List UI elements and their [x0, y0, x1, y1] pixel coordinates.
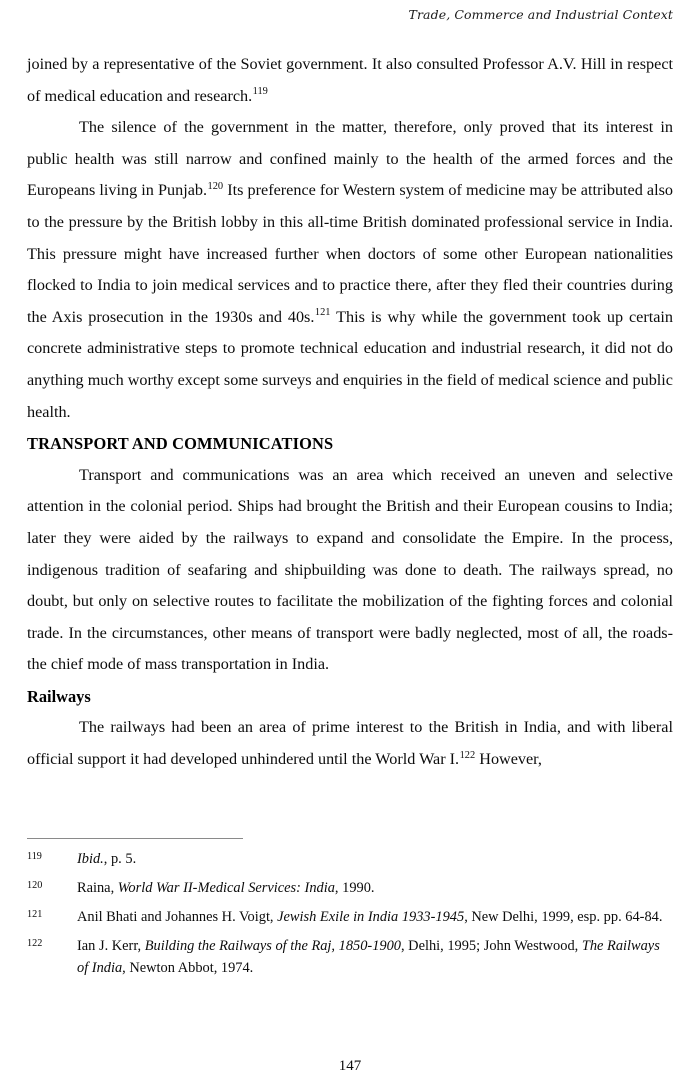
paragraph-2-text-c: This is why while the government took up certain concrete administrative steps to promote technical education and industrial research, it did not do anything much worthy except some surveys and enquiries in the field of medical science and public health. [27, 307, 673, 421]
footnote-separator-rule [27, 838, 243, 839]
paragraph-4-text-a: The railways had been an area of prime interest to the British in India, and with liberal official support it had developed unhindered until the World War I. [27, 718, 673, 769]
footnote-ref-122[interactable]: 122 [459, 749, 476, 761]
footnote-text [77, 880, 375, 896]
paragraph-silence-of-government [27, 112, 673, 428]
footnote-number: 122 [27, 938, 43, 949]
footnote-entry [27, 936, 673, 979]
footnote-text-run: , Delhi, 1995; John Westwood, [400, 938, 582, 954]
footnote-text-run: , p. 5. [103, 851, 137, 867]
footnote-number: 121 [27, 909, 43, 920]
paragraph-2-text-a: The silence of the government in the matter, therefore, only proved that its interest in public health was still narrow and confined mainly to the health of the armed forces and the Europeans living in Punjab. [27, 118, 673, 200]
section-heading-transport-and-communications: TRANSPORT AND COMMUNICATIONS [27, 434, 334, 454]
footnote-list [27, 849, 673, 979]
paragraph-railways-intro [27, 712, 673, 775]
footnote-text-run: , New Delhi, 1999, esp. pp. 64-84. [464, 909, 663, 925]
footnote-title-italic: Building the Railways of the Raj, 1850-1900 [144, 938, 401, 954]
footnote-text-run: , 1990. [334, 880, 375, 896]
footnote-title-italic: Jewish Exile in India 1933-1945 [277, 909, 465, 925]
footnote-entry [27, 878, 673, 900]
footnote-title-italic: Ibid. [77, 851, 104, 867]
body-text-block [27, 49, 673, 776]
subheading-railways: Railways [27, 686, 91, 706]
footnote-entry [27, 907, 673, 929]
footnote-ref-120[interactable]: 120 [207, 180, 224, 192]
footnote-text [77, 938, 660, 976]
footnote-entry [27, 849, 673, 871]
footnote-ref-119[interactable]: 119 [252, 86, 268, 98]
footnote-text [77, 851, 136, 867]
footnote-text [77, 909, 662, 925]
paragraph-4-text-b: However, [475, 750, 542, 769]
footnote-section [27, 838, 673, 987]
footnote-number: 119 [27, 851, 42, 862]
page-number-folio: 147 [338, 1058, 362, 1074]
paragraph-transport-overview: Transport and communications was an area which received an uneven and selective attention in the colonial period. Ships had brought the British and their European cousins to India; later they were aided by the railways to expand and consolidate the Empire. In the process, indigenous tradition of seafaring and shipbuilding was done to death. The railways spread, no doubt, but only on selective routes to facilitate the mobilization of the fighting forces and colonial trade. In the circumstances, other means of transport were badly neglected, most of all, the roads-the chief mode of mass transportation in India. [27, 465, 673, 674]
footnote-number: 120 [27, 880, 43, 891]
footnote-text-run: , Newton Abbot, 1974. [122, 959, 254, 976]
paragraph-2-text-b: Its preference for Western system of medicine may be attributed also to the pressure by the British lobby in this all-time British dominated professional service in India. This pressure might have increased further when doctors of some other European nationalities flocked to India to join medical services and to practice there, after they fled their countries during the Axis prosecution in the 1930s and 40s. [27, 181, 674, 326]
footnote-text-run: Ian J. Kerr, [77, 938, 145, 954]
footnote-text-run: Raina, [77, 880, 118, 896]
footnote-title-italic: World War II-Medical Services: India [117, 880, 335, 896]
footnote-ref-121[interactable]: 121 [314, 307, 331, 319]
footnote-text-run: Anil Bhati and Johannes H. Voigt, [77, 909, 278, 925]
paragraph-1-text: joined by a representative of the Soviet government. It also consulted Professor A.V. Hill in respect of medical education and research. [27, 55, 673, 105]
running-header-title: Trade, Commerce and Industrial Context [408, 7, 673, 22]
footnote-title-italic: The Railways of India [77, 938, 660, 976]
paragraph-continuation [27, 49, 673, 112]
